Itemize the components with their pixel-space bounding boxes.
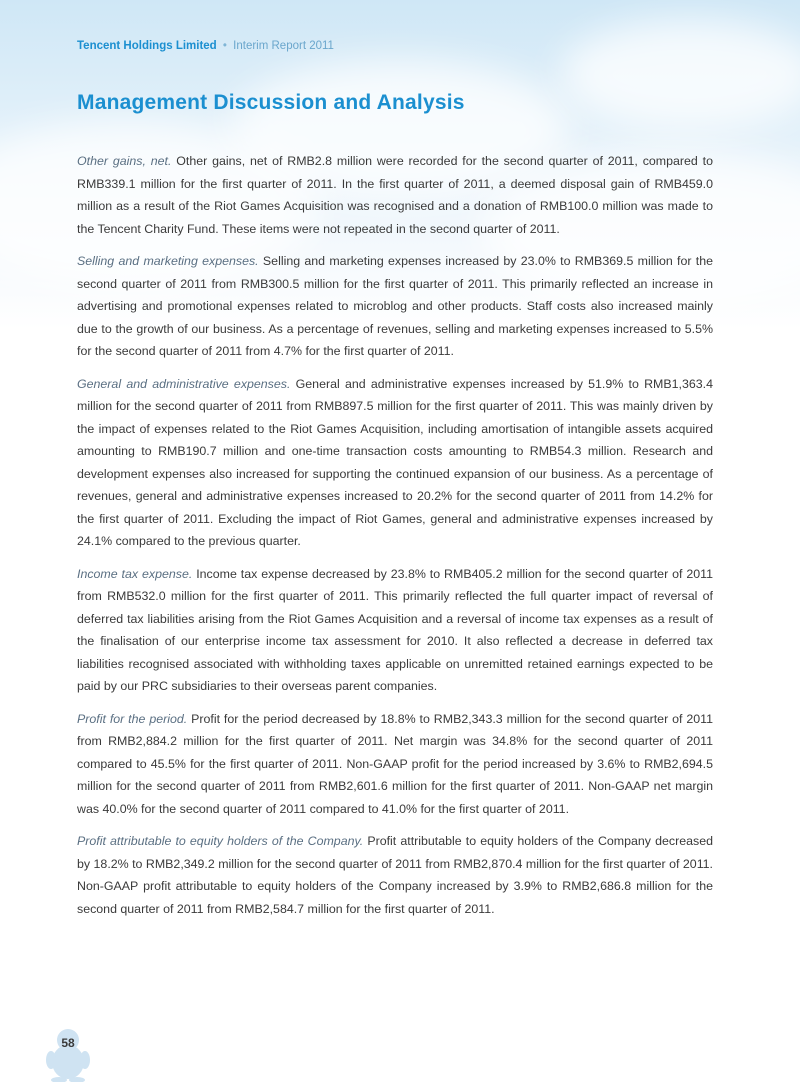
paragraph-profit-attributable (77, 830, 713, 920)
running-header (77, 40, 334, 52)
paragraph-lead: Profit for the period. (77, 711, 188, 726)
report-name: Interim Report 2011 (233, 40, 334, 52)
paragraph-profit-period (77, 708, 713, 821)
paragraph-text: Profit for the period decreased by 18.8% to RMB2,343.3 million for the second quarter of 2011 from RMB2,884.2 million for the first quarter of 2011. Net margin was 34.8% for the second quarter of 2011 compared to 45.5% for the first quarter of 2011. Non-GAAP profit for the period increased by 3.6% to RMB2,694.5 million for the second quarter of 2011 from RMB2,601.6 million for the first quarter of 2011. Non-GAAP net margin was 40.0% for the second quarter of 2011 compared to 41.0% for the first quarter of 2011. (77, 711, 713, 816)
page-number: 58 (61, 1036, 75, 1050)
penguin-silhouette-icon (46, 1026, 90, 1082)
header-separator: • (222, 40, 227, 52)
paragraph-text: General and administrative expenses increased by 51.9% to RMB1,363.4 million for the second quarter of 2011 from RMB897.5 million for the first quarter of 2011. This was mainly driven by the impact of expenses related to the Riot Games Acquisition, including amortisation of intangible assets acquired amounting to RMB190.7 million and one-time transaction costs amounting to RMB54.3 million. Research and development expenses also increased for supporting the continued expansion of our business. As a percentage of revenues, general and administrative expenses increased to 20.2% for the second quarter of 2011 from 14.2% for the first quarter of 2011. Excluding the impact of Riot Games, general and administrative expenses increased by 24.1% compared to the previous quarter. (77, 376, 713, 548)
body-text (77, 150, 713, 930)
paragraph-lead: Selling and marketing expenses. (77, 254, 259, 268)
paragraph-text: Other gains, net of RMB2.8 million were recorded for the second quarter of 2011, compared to RMB339.1 million for the first quarter of 2011. In the first quarter of 2011, a deemed disposal gain of RMB459.0 million as a result of the Riot Games Acquisition was recognised and a donation of RMB100.0 million was made to the Tencent Charity Fund. These items were not repeated in the second quarter of 2011. (77, 154, 713, 236)
paragraph-lead: Other gains, net. (77, 154, 172, 168)
page-title: Management Discussion and Analysis (77, 91, 465, 114)
paragraph-general-admin (77, 373, 713, 553)
paragraph-text: Income tax expense decreased by 23.8% to RMB405.2 million for the second quarter of 2011 from RMB532.0 million for the first quarter of 2011. This primarily reflected the full quarter impact of reversal of deferred tax liabilities arising from the Riot Games Acquisition and a reversal of income tax expenses as a result of the finalisation of our enterprise income tax assessment for 2010. It also reflected a decrease in deferred tax liabilities recognised associated with withholding taxes applicable on unremitted retained earnings expected to be paid by our PRC subsidiaries to their overseas parent companies. (77, 566, 714, 693)
paragraph-lead: Income tax expense. (77, 566, 193, 581)
cloud (560, 20, 800, 130)
paragraph-lead: General and administrative expenses. (77, 376, 291, 391)
paragraph-income-tax (77, 563, 713, 698)
company-name: Tencent Holdings Limited (77, 40, 217, 52)
paragraph-selling-marketing (77, 250, 713, 363)
paragraph-other-gains (77, 150, 713, 240)
paragraph-lead: Profit attributable to equity holders of the Company. (77, 834, 364, 848)
paragraph-text: Selling and marketing expenses increased by 23.0% to RMB369.5 million for the second quarter of 2011 from RMB300.5 million for the first quarter of 2011. This primarily reflected an increase in advertising and promotional expenses related to microblog and other products. Staff costs also increased mainly due to the growth of our business. As a percentage of revenues, selling and marketing expenses increased to 5.5% for the second quarter of 2011 from 4.7% for the first quarter of 2011. (77, 254, 713, 358)
paragraph-text: Profit attributable to equity holders of the Company decreased by 18.2% to RMB2,349.2 million for the second quarter of 2011 from RMB2,870.4 million for the first quarter of 2011. Non-GAAP profit attributable to equity holders of the Company increased by 3.9% to RMB2,686.8 million for the second quarter of 2011 from RMB2,584.7 million for the first quarter of 2011. (77, 834, 713, 916)
